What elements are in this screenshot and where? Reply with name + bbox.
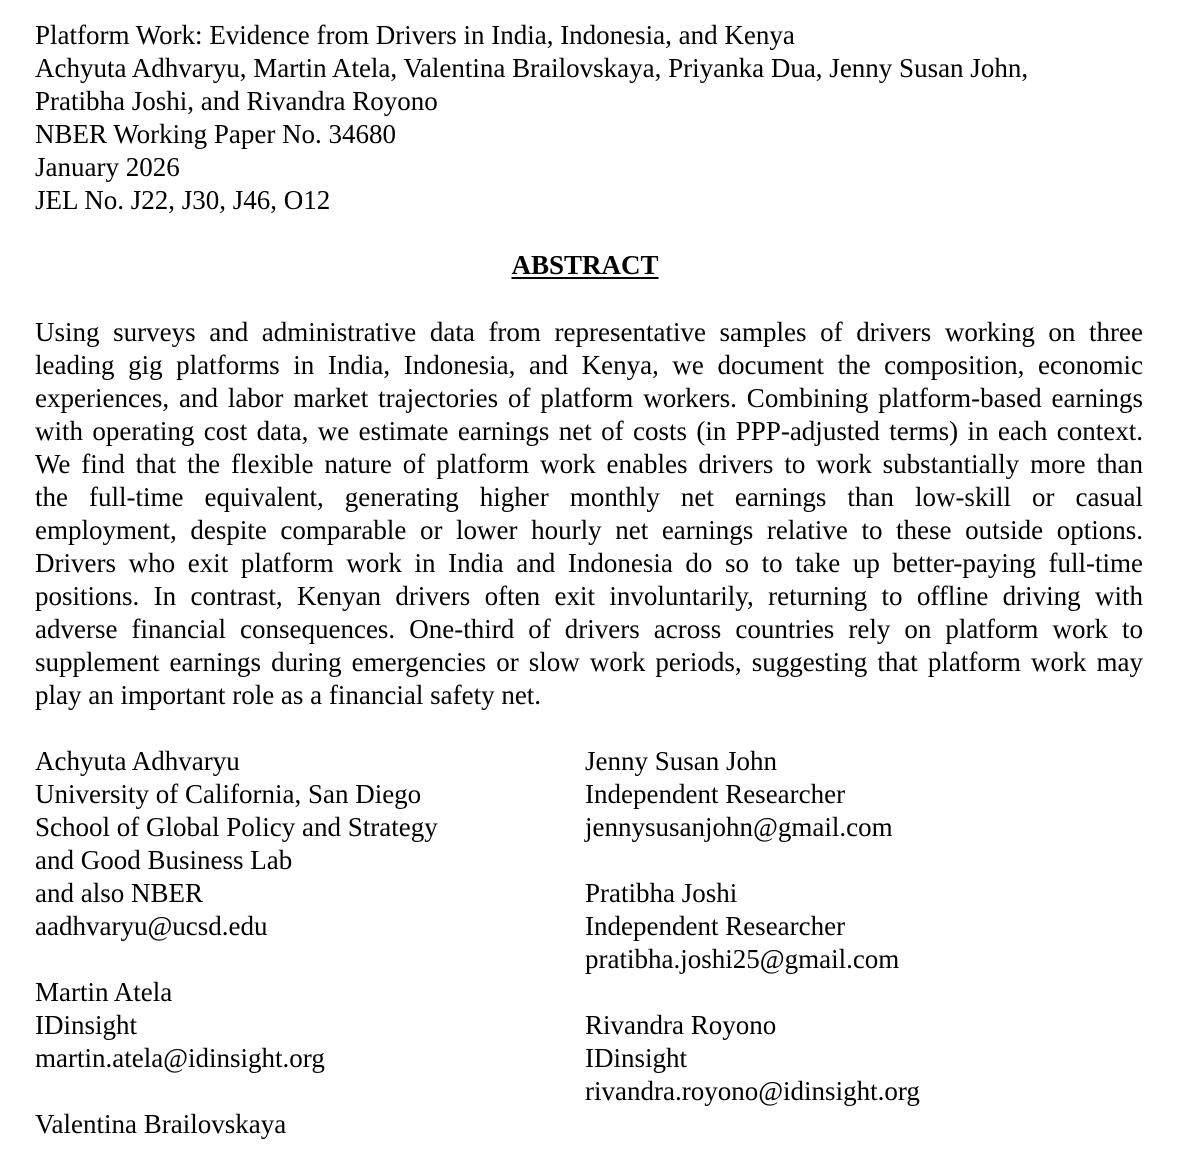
author-email: martin.atela@idinsight.org (35, 1043, 325, 1073)
author-affiliation (585, 877, 1165, 976)
abstract-line: play an important role as a financial safety net. (35, 680, 542, 710)
abstract-body (35, 316, 1143, 712)
author-affiliation (585, 745, 1165, 844)
affiliations-left-column (35, 745, 555, 1174)
abstract-line: supplement earnings during emergencies or slow work periods, suggesting that platform work may (35, 647, 1143, 677)
abstract-line: positions. In contrast, Kenyan drivers often exit involuntarily, returning to offline driving with (35, 581, 1143, 611)
author-institution: Independent Researcher (585, 911, 846, 941)
author-institution: and also NBER (35, 878, 203, 908)
author-affiliation (585, 1009, 1165, 1108)
author-name: Valentina Brailovskaya (35, 1109, 287, 1139)
author-email: rivandra.royono@idinsight.org (585, 1076, 920, 1106)
abstract-line: leading gig platforms in India, Indonesia, and Kenya, we document the composition, economic (35, 350, 1143, 380)
affiliations-right-column (585, 745, 1165, 1141)
paper-title: Platform Work: Evidence from Drivers in India, Indonesia, and Kenya (35, 20, 795, 50)
author-email: pratibha.joshi25@gmail.com (585, 944, 900, 974)
abstract-line: the full-time equivalent, generating higher monthly net earnings than low-skill or casual (35, 482, 1143, 512)
author-name: Jenny Susan John (585, 746, 778, 776)
abstract-heading-text: ABSTRACT (511, 250, 659, 280)
author-name: Rivandra Royono (585, 1010, 777, 1040)
abstract-heading (0, 249, 1170, 282)
author-affiliation (35, 1108, 555, 1141)
author-list-line-2: Pratibha Joshi, and Rivandra Royono (35, 86, 438, 116)
abstract-line: experiences, and labor market trajectories of platform workers. Combining platform-based earnings (35, 383, 1143, 413)
author-email: jennysusanjohn@gmail.com (585, 812, 893, 842)
abstract-line: with operating cost data, we estimate earnings net of costs (in PPP-adjusted terms) in each context. (35, 416, 1143, 446)
author-name: Martin Atela (35, 977, 173, 1007)
abstract-line: We find that the flexible nature of platform work enables drivers to work substantially more than (35, 449, 1143, 479)
publication-date: January 2026 (35, 152, 180, 182)
author-affiliation (35, 745, 555, 943)
author-list-line-1: Achyuta Adhvaryu, Martin Atela, Valentina Brailovskaya, Priyanka Dua, Jenny Susan John, (35, 53, 1029, 83)
author-affiliation (35, 976, 555, 1075)
author-institution: University of California, San Diego (35, 779, 422, 809)
author-institution: School of Global Policy and Strategy (35, 812, 438, 842)
author-email: aadhvaryu@ucsd.edu (35, 911, 268, 941)
author-name: Achyuta Adhvaryu (35, 746, 240, 776)
abstract-line: employment, despite comparable or lower hourly net earnings relative to these outside options. (35, 515, 1143, 545)
abstract-line: Using surveys and administrative data from representative samples of drivers working on three (35, 317, 1143, 347)
author-institution: and Good Business Lab (35, 845, 293, 875)
abstract-line: Drivers who exit platform work in India and Indonesia do so to take up better-paying full-time (35, 548, 1143, 578)
jel-codes: JEL No. J22, J30, J46, O12 (35, 185, 331, 215)
author-institution: IDinsight (585, 1043, 688, 1073)
author-name: Pratibha Joshi (585, 878, 738, 908)
paper-header (35, 19, 1155, 217)
author-institution: IDinsight (35, 1010, 138, 1040)
working-paper-number: NBER Working Paper No. 34680 (35, 119, 397, 149)
abstract-line: adverse financial consequences. One-third of drivers across countries rely on platform work to (35, 614, 1143, 644)
author-institution: Independent Researcher (585, 779, 846, 809)
